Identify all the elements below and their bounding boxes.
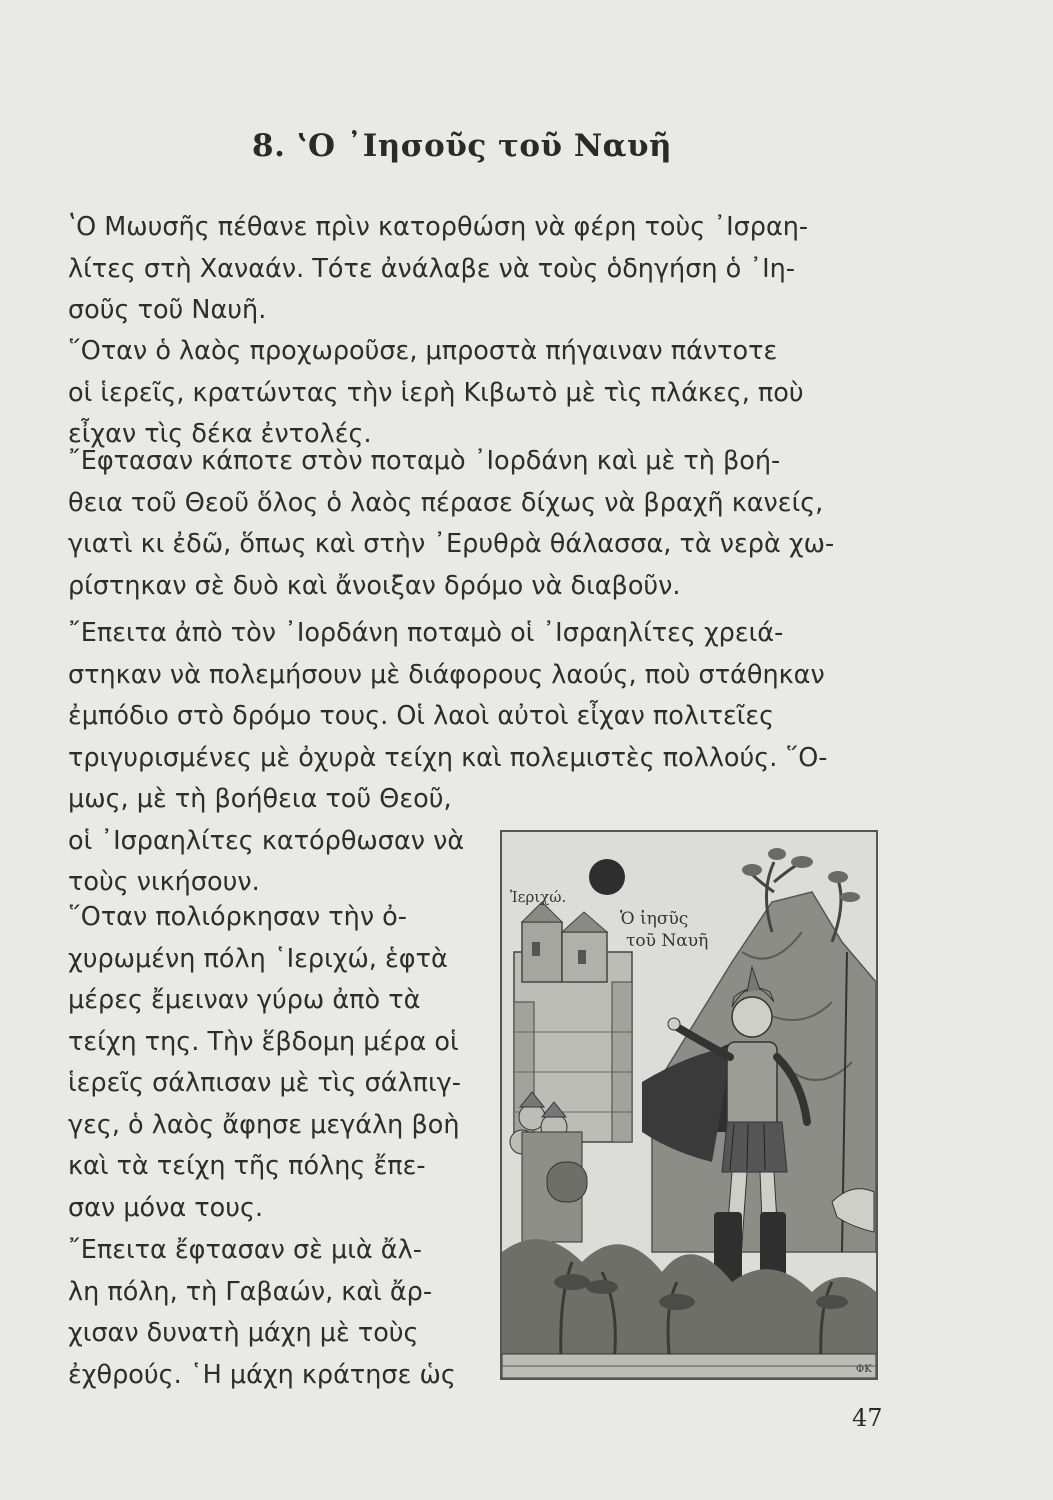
paragraph-2 bbox=[68, 331, 804, 456]
text-line: ἐμπόδιο στὸ δρόμο τους. Οἱ λαοὶ αὐτοὶ εἶχαν πολιτεῖες bbox=[68, 701, 775, 731]
text-line: ʽΟ Μωυσῆς πέθανε πρὶν κατορθώση νὰ φέρη τοὺς ᾿Ισραη- bbox=[68, 212, 809, 242]
figure-monogram: ΦΚ bbox=[856, 1364, 872, 1375]
text-line: οἱ ᾿Ισραηλίτες κατόρθωσαν νὰ bbox=[68, 825, 465, 856]
text-line: μέρες ἔμειναν γύρω ἀπὸ τὰ bbox=[68, 985, 421, 1015]
page-number: 47 bbox=[852, 1404, 883, 1432]
text-line: θεια τοῦ Θεοῦ ὅλος ὁ λαὸς πέρασε δίχως νὰ βραχῆ κανείς, bbox=[68, 487, 824, 518]
text-line: ῎Επειτα ἀπὸ τὸν ᾿Ιορδάνη ποταμὸ οἱ ᾿Ισραηλίτες χρειά- bbox=[68, 618, 784, 648]
text-line: ῞Οταν ὁ λαὸς προχωροῦσε, μπροστὰ πήγαιναν πάντοτε bbox=[68, 336, 778, 366]
paragraph-6 bbox=[68, 1230, 456, 1396]
figure-label-city: Ἱεριχώ. bbox=[510, 888, 567, 906]
text-line: λίτες στὴ Χαναάν. Τότε ἀνάλαβε νὰ τοὺς ὁδηγήση ὁ ᾿Ιη- bbox=[68, 253, 795, 284]
icon-illustration-joshua bbox=[500, 830, 878, 1380]
paragraph-5 bbox=[68, 897, 461, 1229]
text-line: χυρωμένη πόλη ῾Ιεριχώ, ἑφτὰ bbox=[68, 943, 448, 974]
text-line: ἐχθρούς. ῾Η μάχη κράτησε ὡς bbox=[68, 1359, 456, 1390]
text-line: λη πόλη, τὴ Γαβαών, καὶ ἄρ- bbox=[68, 1276, 433, 1307]
text-line: ἱερεῖς σάλπισαν μὲ τὶς σάλπιγ- bbox=[68, 1068, 461, 1098]
text-line: ῞Οταν πολιόρκησαν τὴν ὀ- bbox=[68, 902, 407, 932]
text-line: οἱ ἱερεῖς, κρατώντας τὴν ἱερὴ Κιβωτὸ μὲ τὶς πλάκες, ποὺ bbox=[68, 377, 804, 408]
text-line: γιατὶ κι ἐδῶ, ὅπως καὶ στὴν ᾿Ερυθρὰ θάλασσα, τὰ νερὰ χω- bbox=[68, 529, 835, 559]
text-line: χισαν δυνατὴ μάχη μὲ τοὺς bbox=[68, 1318, 419, 1348]
text-line: τείχη της. Τὴν ἕβδομη μέρα οἱ bbox=[68, 1026, 459, 1057]
chapter-title: 8. ʽΟ ᾿Ιησοῦς τοῦ Ναυῆ bbox=[252, 128, 673, 164]
text-line: σαν μόνα τους. bbox=[68, 1192, 264, 1223]
text-line: σοῦς τοῦ Ναυῆ. bbox=[68, 295, 267, 325]
text-line: ρίστηκαν σὲ δυὸ καὶ ἄνοιξαν δρόμο νὰ διαβοῦν. bbox=[68, 570, 681, 601]
paragraph-4 bbox=[68, 613, 827, 779]
paragraph-3 bbox=[68, 441, 834, 607]
text-line: μως, μὲ τὴ βοήθεια τοῦ Θεοῦ, bbox=[68, 784, 452, 814]
paragraph-4-continued bbox=[68, 779, 464, 904]
text-line: ῎Εφτασαν κάποτε στὸν ποταμὸ ᾿Ιορδάνη καὶ μὲ τὴ βοή- bbox=[68, 446, 781, 476]
text-line: τριγυρισμένες μὲ ὀχυρὰ τείχη καὶ πολεμιστὲς πολλούς. ῞Ο- bbox=[68, 742, 828, 773]
text-line: στηκαν νὰ πολεμήσουν μὲ διάφορους λαούς, ποὺ στάθηκαν bbox=[68, 659, 825, 690]
illustration-drawing bbox=[502, 832, 876, 1378]
text-line: ῎Επειτα ἔφτασαν σὲ μιὰ ἄλ- bbox=[68, 1235, 422, 1265]
paragraph-1 bbox=[68, 207, 808, 332]
text-line: γες, ὁ λαὸς ἄφησε μεγάλη βοὴ bbox=[68, 1109, 460, 1140]
figure-label-name-line2: τοῦ Ναυῆ bbox=[626, 931, 709, 951]
text-line: τοὺς νικήσουν. bbox=[68, 867, 260, 897]
text-line: εἶχαν τὶς δέκα ἐντολές. bbox=[68, 419, 372, 449]
figure-label-name-line1: Ὁ ἰησῦς bbox=[620, 909, 689, 929]
text-line: καὶ τὰ τείχη τῆς πόλης ἔπε- bbox=[68, 1151, 426, 1181]
